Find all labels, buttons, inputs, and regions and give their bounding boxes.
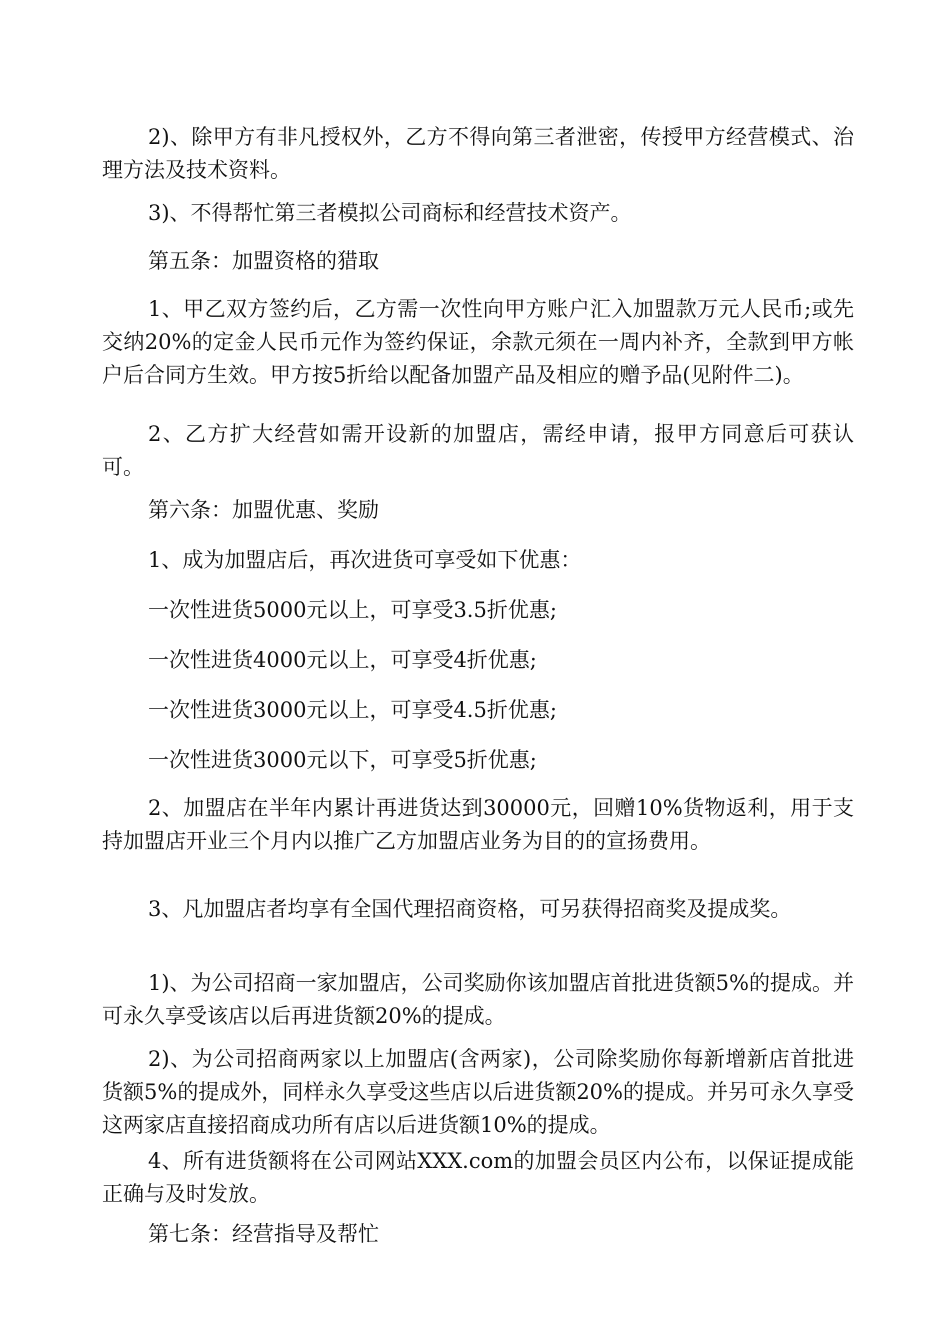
clause-paragraph: 2)、除甲方有非凡授权外，乙方不得向第三者泄密，传授甲方经营模式、治理方法及技术资料。 [102, 125, 854, 182]
clause-paragraph: 1、甲乙双方签约后，乙方需一次性向甲方账户汇入加盟款万元人民币;或先交纳20%的定金人民币元作为签约保证，余款元须在一周内补齐，全款到甲方帐户后合同方生效。甲方按5折给以配备加盟产品及相应的赠予品(见附件二)。 [102, 297, 854, 387]
discount-item: 一次性进货4000元以上，可享受4折优惠; [148, 648, 537, 672]
discount-item: 一次性进货3000元以下，可享受5折优惠; [148, 748, 537, 772]
section-heading: 第六条：加盟优惠、奖励 [148, 498, 379, 522]
clause-paragraph: 1)、为公司招商一家加盟店，公司奖励你该加盟店首批进货额5%的提成。并可永久享受该店以后再进货额20%的提成。 [102, 971, 854, 1028]
clause-paragraph: 3、凡加盟店者均享有全国代理招商资格，可另获得招商奖及提成奖。 [148, 897, 792, 921]
clause-paragraph: 2、乙方扩大经营如需开设新的加盟店，需经申请，报甲方同意后可获认可。 [102, 422, 854, 479]
clause-paragraph: 4、所有进货额将在公司网站XXX.com的加盟会员区内公布，以保证提成能正确与及时发放。 [102, 1149, 854, 1206]
section-heading: 第五条：加盟资格的猎取 [148, 249, 379, 273]
clause-paragraph: 3)、不得帮忙第三者模拟公司商标和经营技术资产。 [148, 201, 632, 225]
clause-paragraph: 2、加盟店在半年内累计再进货达到30000元，回赠10%货物返利，用于支持加盟店开业三个月内以推广乙方加盟店业务为目的的宣扬费用。 [102, 796, 854, 853]
clause-paragraph: 2)、为公司招商两家以上加盟店(含两家)，公司除奖励你每新增新店首批进货额5%的提成外，同样永久享受这些店以后进货额20%的提成。并另可永久享受这两家店直接招商成功所有店以后进货额10%的提成。 [102, 1047, 854, 1137]
discount-item: 一次性进货5000元以上，可享受3.5折优惠; [148, 598, 557, 622]
discount-item: 一次性进货3000元以上，可享受4.5折优惠; [148, 698, 557, 722]
clause-paragraph: 1、成为加盟店后，再次进货可享受如下优惠： [148, 548, 582, 572]
section-heading: 第七条：经营指导及帮忙 [148, 1222, 379, 1246]
